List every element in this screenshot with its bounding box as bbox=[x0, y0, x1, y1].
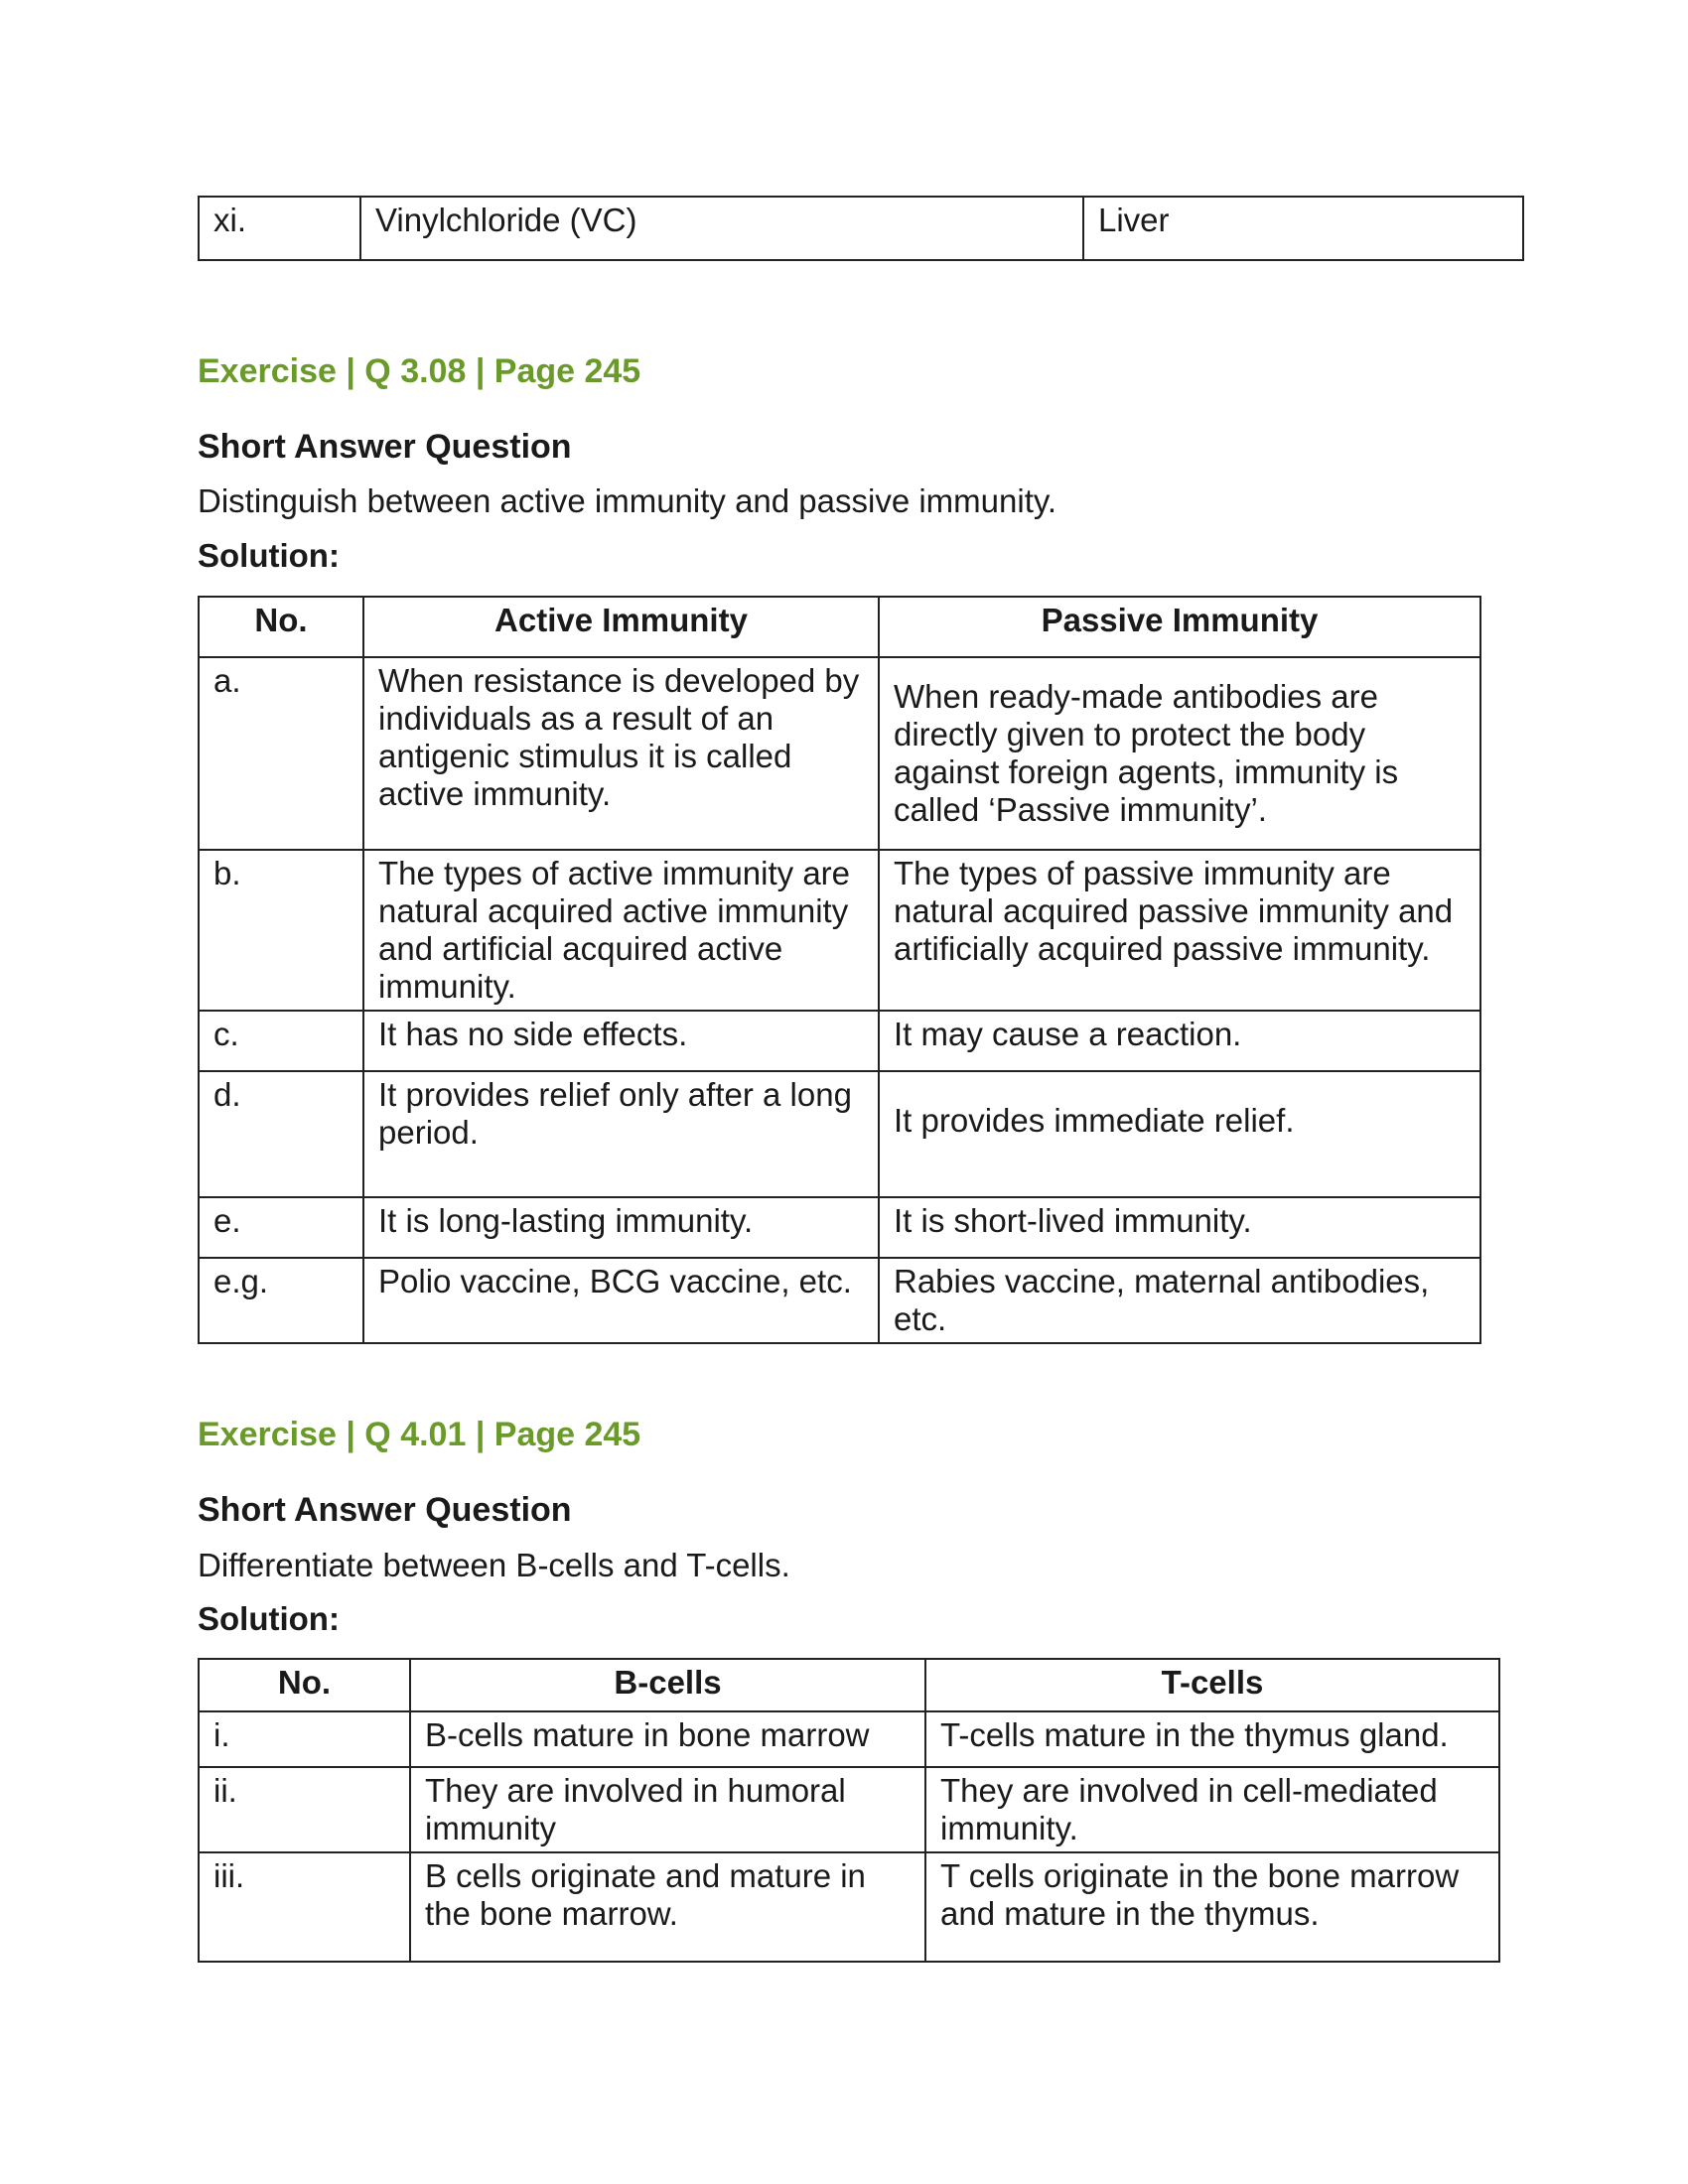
passive-cell: It is short-lived immunity. bbox=[879, 1197, 1480, 1258]
row-number: e.g. bbox=[199, 1258, 363, 1343]
table-row bbox=[199, 1197, 1480, 1258]
table-row bbox=[199, 657, 1480, 850]
row-number: a. bbox=[199, 657, 363, 850]
compound-cell: Vinylchloride (VC) bbox=[360, 197, 1083, 260]
table-row bbox=[199, 850, 1480, 1011]
row-number: d. bbox=[199, 1071, 363, 1197]
header-passive: Passive Immunity bbox=[879, 597, 1480, 657]
passive-cell: It may cause a reaction. bbox=[879, 1011, 1480, 1071]
active-cell: It provides relief only after a long period. bbox=[363, 1071, 879, 1197]
exercise-heading: Exercise | Q 3.08 | Page 245 bbox=[198, 352, 641, 390]
question-text: Distinguish between active immunity and passive immunity. bbox=[198, 482, 1057, 519]
header-t-cells: T-cells bbox=[925, 1659, 1499, 1711]
passive-cell: The types of passive immunity are natural acquired passive immunity and artificially acquired passive immunity. bbox=[879, 850, 1480, 1011]
b-cell: B-cells mature in bone marrow bbox=[410, 1711, 925, 1767]
solution-label: Solution: bbox=[198, 1600, 340, 1637]
passive-cell: Rabies vaccine, maternal antibodies, etc. bbox=[879, 1258, 1480, 1343]
question-type: Short Answer Question bbox=[198, 1491, 572, 1529]
header-active: Active Immunity bbox=[363, 597, 879, 657]
table-header-row bbox=[199, 597, 1480, 657]
table-row bbox=[199, 1071, 1480, 1197]
passive-cell: When ready-made antibodies are directly given to protect the body against foreign agents, immunity is called ‘Passive immunity’. bbox=[879, 657, 1480, 850]
table-header-row bbox=[199, 1659, 1499, 1711]
question-text: Differentiate between B-cells and T-cells. bbox=[198, 1547, 790, 1583]
table-row bbox=[199, 1852, 1499, 1962]
row-number: ii. bbox=[199, 1767, 410, 1852]
active-cell: It has no side effects. bbox=[363, 1011, 879, 1071]
row-number: i. bbox=[199, 1711, 410, 1767]
header-no: No. bbox=[199, 597, 363, 657]
active-cell: It is long-lasting immunity. bbox=[363, 1197, 879, 1258]
exercise-heading: Exercise | Q 4.01 | Page 245 bbox=[198, 1416, 641, 1453]
active-cell: When resistance is developed by individuals as a result of an antigenic stimulus it is called active immunity. bbox=[363, 657, 879, 850]
header-b-cells: B-cells bbox=[410, 1659, 925, 1711]
row-number: e. bbox=[199, 1197, 363, 1258]
table-row bbox=[199, 1258, 1480, 1343]
t-cell: T-cells mature in the thymus gland. bbox=[925, 1711, 1499, 1767]
question-type: Short Answer Question bbox=[198, 428, 572, 466]
cells-table bbox=[198, 1658, 1500, 1963]
header-no: No. bbox=[199, 1659, 410, 1711]
table-row bbox=[199, 1011, 1480, 1071]
row-number: c. bbox=[199, 1011, 363, 1071]
b-cell: They are involved in humoral immunity bbox=[410, 1767, 925, 1852]
organ-cell: Liver bbox=[1083, 197, 1523, 260]
row-number: iii. bbox=[199, 1852, 410, 1962]
row-number: xi. bbox=[199, 197, 360, 260]
table-row bbox=[199, 1711, 1499, 1767]
table-row bbox=[199, 1767, 1499, 1852]
table-row bbox=[199, 197, 1523, 260]
t-cell: T cells originate in the bone marrow and mature in the thymus. bbox=[925, 1852, 1499, 1962]
active-cell: The types of active immunity are natural acquired active immunity and artificial acquired active immunity. bbox=[363, 850, 879, 1011]
top-table bbox=[198, 196, 1524, 261]
solution-label: Solution: bbox=[198, 537, 340, 574]
b-cell: B cells originate and mature in the bone marrow. bbox=[410, 1852, 925, 1962]
passive-cell: It provides immediate relief. bbox=[879, 1071, 1480, 1197]
row-number: b. bbox=[199, 850, 363, 1011]
t-cell: They are involved in cell-mediated immunity. bbox=[925, 1767, 1499, 1852]
active-cell: Polio vaccine, BCG vaccine, etc. bbox=[363, 1258, 879, 1343]
immunity-table bbox=[198, 596, 1481, 1344]
